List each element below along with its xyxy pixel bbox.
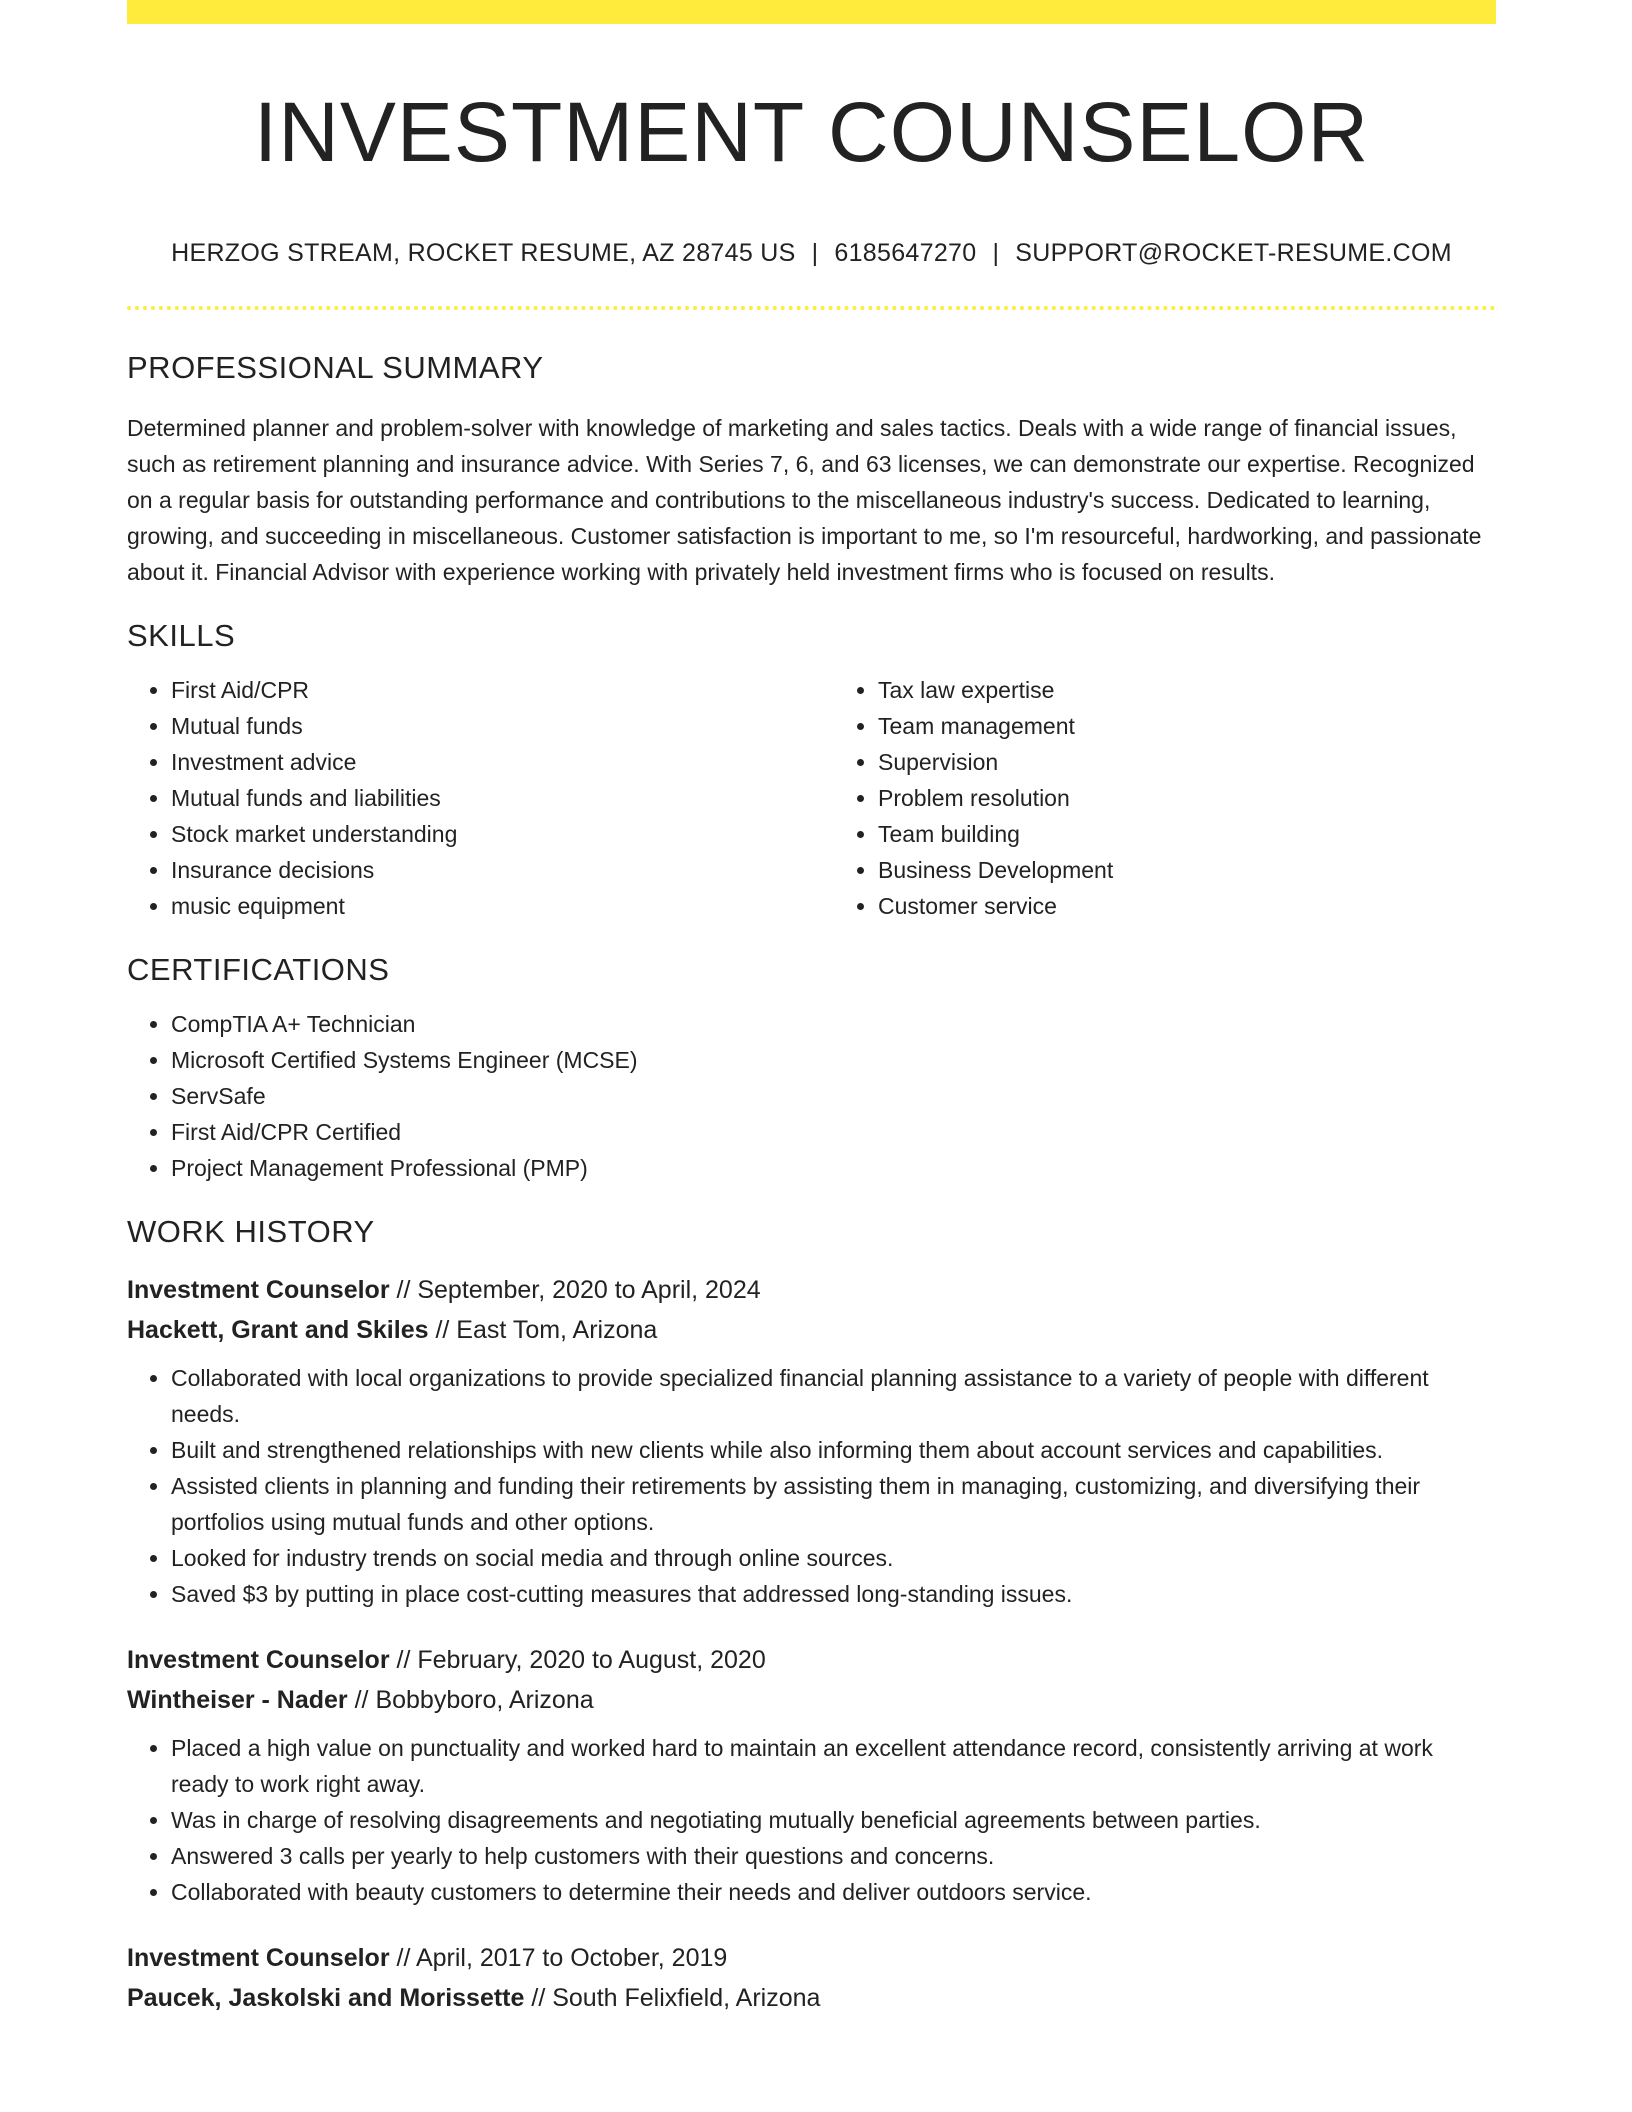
skill-item: • Team management	[878, 708, 1496, 744]
skill-item: • Mutual funds	[171, 708, 789, 744]
job-role: Investment Counselor	[127, 1943, 390, 1972]
job-company: Hackett, Grant and Skiles	[127, 1315, 429, 1344]
job-company-line	[127, 1310, 1496, 1350]
work-history-heading: WORK HISTORY	[127, 1213, 375, 1249]
certifications-list	[127, 1006, 1496, 1186]
job-duty: • Assisted clients in planning and funding their retirements by assisting them in managing, customizing, and diversifying their portfolios using mutual funds and other options.	[171, 1468, 1496, 1540]
job-company: Wintheiser - Nader	[127, 1685, 348, 1714]
job-dates: // February, 2020 to August, 2020	[389, 1645, 766, 1674]
certification-item: • Microsoft Certified Systems Engineer (MCSE)	[171, 1042, 1496, 1078]
skill-item: • Insurance decisions	[171, 852, 789, 888]
job-duty: • Saved $3 by putting in place cost-cutting measures that addressed long-standing issues.	[171, 1576, 1496, 1612]
top-accent-bar	[127, 0, 1496, 24]
job-entry	[127, 1270, 1496, 1612]
job-duty: • Collaborated with local organizations to provide specialized financial planning assistance to a variety of people with different needs.	[171, 1360, 1496, 1432]
job-company: Paucek, Jaskolski and Morissette	[127, 1983, 525, 2012]
job-location: // Bobbyboro, Arizona	[347, 1685, 594, 1714]
skills-heading: SKILLS	[127, 617, 236, 653]
skill-item: • Stock market understanding	[171, 816, 789, 852]
job-location: // East Tom, Arizona	[428, 1315, 658, 1344]
contact-email[interactable]: SUPPORT@ROCKET-RESUME.COM	[1015, 238, 1452, 267]
certification-item: • Project Management Professional (PMP)	[171, 1150, 1496, 1186]
job-company-line	[127, 1680, 1496, 1720]
skill-item: • Customer service	[878, 888, 1496, 924]
job-duty: • Collaborated with beauty customers to determine their needs and deliver outdoors service.	[171, 1874, 1496, 1910]
summary-text: Determined planner and problem-solver with knowledge of marketing and sales tactics. Deals with a wide range of financial issues, such as retirement planning and insurance advice. With Series 7, 6, and 63 licenses, we can demonstrate our expertise. Recognized on a regular basis for outstanding performance and contributions to the miscellaneous industry's success. Dedicated to learning, growing, and succeeding in miscellaneous. Customer satisfaction is important to me, so I'm resourceful, hardworking, and passionate about it. Financial Advisor with experience working with privately held investment firms who is focused on results.	[127, 414, 1482, 585]
skill-item: • Supervision	[878, 744, 1496, 780]
skill-item: • Tax law expertise	[878, 672, 1496, 708]
skill-item: • Problem resolution	[878, 780, 1496, 816]
job-duty: • Placed a high value on punctuality and worked hard to maintain an excellent attendance record, consistently arriving at work ready to work right away.	[171, 1730, 1496, 1802]
contact-separator: |	[992, 238, 1000, 267]
job-role: Investment Counselor	[127, 1275, 390, 1304]
job-duty: • Built and strengthened relationships with new clients while also informing them about account services and capabilities.	[171, 1432, 1496, 1468]
summary-heading: PROFESSIONAL SUMMARY	[127, 349, 544, 385]
certification-item: • First Aid/CPR Certified	[171, 1114, 1496, 1150]
skill-item: • Mutual funds and liabilities	[171, 780, 789, 816]
contact-address: HERZOG STREAM, ROCKET RESUME, AZ 28745 US	[171, 238, 796, 267]
skills-list-left	[127, 672, 789, 924]
job-dates: // April, 2017 to October, 2019	[389, 1943, 728, 1972]
contact-phone[interactable]: 6185647270	[834, 238, 977, 267]
job-duty: • Was in charge of resolving disagreements and negotiating mutually beneficial agreements between parties.	[171, 1802, 1496, 1838]
job-duty: • Answered 3 calls per yearly to help customers with their questions and concerns.	[171, 1838, 1496, 1874]
job-location: // South Felixfield, Arizona	[524, 1983, 821, 2012]
resume-title: INVESTMENT COUNSELOR	[253, 85, 1370, 179]
dotted-divider	[127, 306, 1496, 310]
job-role-line	[127, 1938, 1496, 1978]
certification-item: • ServSafe	[171, 1078, 1496, 1114]
skill-item: • Business Development	[878, 852, 1496, 888]
job-entry	[127, 1938, 1496, 2018]
skills-list-right	[834, 672, 1496, 924]
skill-item: • First Aid/CPR	[171, 672, 789, 708]
job-role-line	[127, 1270, 1496, 1310]
job-role-line	[127, 1640, 1496, 1680]
job-duty: • Looked for industry trends on social media and through online sources.	[171, 1540, 1496, 1576]
job-entry	[127, 1640, 1496, 1910]
contact-separator: |	[811, 238, 819, 267]
skill-item: • music equipment	[171, 888, 789, 924]
job-role: Investment Counselor	[127, 1645, 390, 1674]
skill-item: • Investment advice	[171, 744, 789, 780]
job-duties-list	[127, 1730, 1496, 1910]
job-duties-list	[127, 1360, 1496, 1612]
job-dates: // September, 2020 to April, 2024	[389, 1275, 761, 1304]
skills-columns	[127, 654, 1496, 924]
certifications-heading: CERTIFICATIONS	[127, 951, 390, 987]
contact-line	[127, 239, 1496, 268]
resume-page	[127, 0, 1496, 2018]
certification-item: • CompTIA A+ Technician	[171, 1006, 1496, 1042]
job-company-line	[127, 1978, 1496, 2018]
skill-item: • Team building	[878, 816, 1496, 852]
